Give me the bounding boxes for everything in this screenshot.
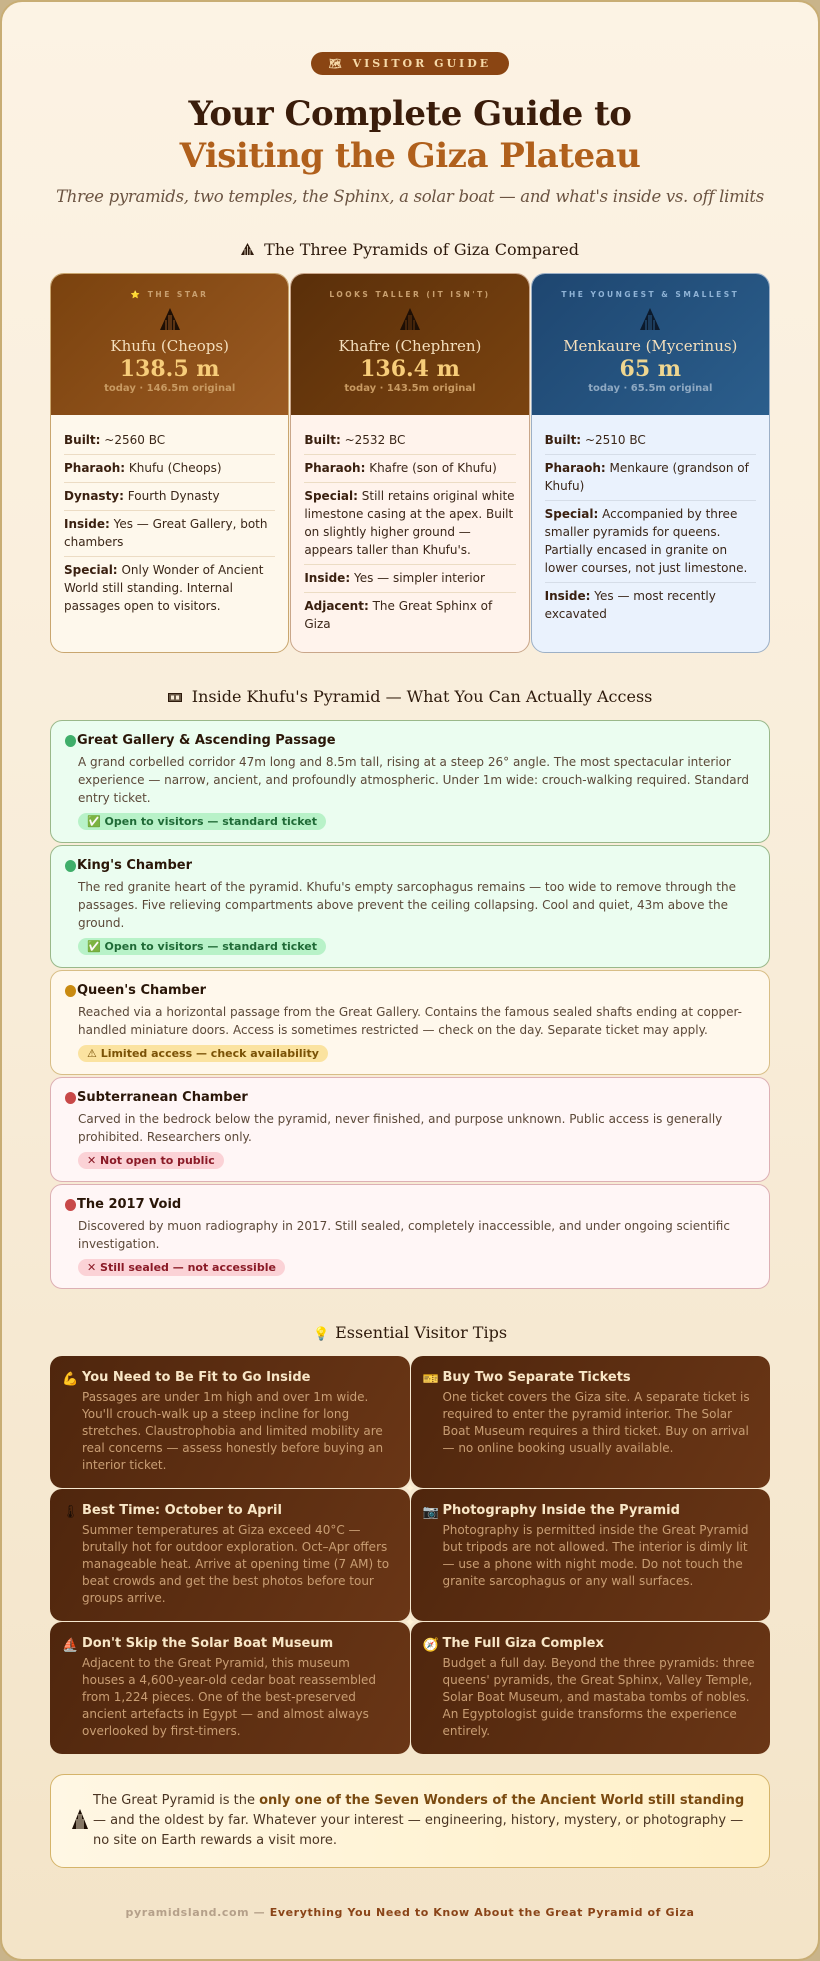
pyramid-name: Khufu (Cheops) (110, 337, 229, 355)
tip-title: The Full Giza Complex (442, 1636, 604, 1651)
fact-special: Special: Still retains original white limestone casing at the apex. Built on slightly higher ground — appears taller than Khufu's. (304, 483, 515, 565)
access-item-great-gallery (50, 720, 770, 843)
boat-icon: ⛵ (62, 1638, 79, 1653)
tip-text: One ticket covers the Giza site. A separate ticket is required to enter the pyramid interior. The Solar Boat Museum requires a third ticket. Buy on arrival — no online booking usually available. (442, 1390, 750, 1455)
fact-pharaoh: Pharaoh: Khufu (Cheops) (64, 455, 275, 483)
pyramid-facts (51, 415, 288, 652)
pyramid-original-height: today · 143.5m original (344, 383, 476, 394)
fact-special: Special: Only Wonder of Ancient World still standing. Internal passages open to visitors. (64, 563, 264, 613)
fact-built: Built: ~2510 BC (545, 427, 756, 455)
access-item-title: Great Gallery & Ascending Passage (77, 733, 336, 748)
status-badge: ✅ Open to visitors — standard ticket (78, 813, 326, 830)
fact-inside: Inside: Yes — simpler interior (304, 565, 515, 593)
pyramid-card-header (51, 274, 288, 415)
pyramid-facts (532, 415, 769, 652)
pyramid-card-menkaure (531, 273, 770, 653)
fact-built: Built: ~2532 BC (304, 427, 515, 455)
status-badge: ⚠ Limited access — check availability (78, 1045, 328, 1062)
pyramid-icon (241, 244, 258, 259)
flexed-arm-icon: 💪 (62, 1372, 79, 1387)
status-badge: ✕ Still sealed — not accessible (78, 1259, 285, 1276)
access-item-description: Discovered by muon radiography in 2017. Still sealed, completely inaccessible, and under ongoing scientific investigation. (78, 1219, 730, 1251)
pyramid-icon (158, 307, 182, 331)
tip-text: Budget a full day. Beyond the three pyramids: three queens' pyramids, the Great Sphinx, Valley Temple, Solar Boat Museum, and mastaba tombs of nobles. An Egyptologist guide transforms the experience entirely. (442, 1656, 755, 1738)
visitor-guide-pill (311, 52, 509, 75)
pyramid-height: 138.5 m (119, 356, 220, 382)
tip-title: Best Time: October to April (82, 1503, 282, 1518)
status-dot-open (65, 735, 76, 747)
access-item-subterranean-chamber (50, 1077, 770, 1182)
access-item-kings-chamber (50, 845, 770, 968)
lightbulb-icon: 💡 (312, 1327, 330, 1342)
pyramid-card-khafre (290, 273, 529, 653)
footer: pyramidsland.com — Everything You Need to Know About the Great Pyramid of Giza (125, 1906, 695, 1919)
status-badge: ✅ Open to visitors — standard ticket (78, 938, 326, 955)
sparkle-icon: ✦ (404, 1481, 416, 1497)
section-title-text: Essential Visitor Tips (335, 1323, 508, 1342)
access-item-queens-chamber (50, 970, 770, 1075)
status-dot-closed (65, 1092, 76, 1104)
access-item-title: Queen's Chamber (77, 983, 207, 998)
callout-text: The Great Pyramid is the only one of the Seven Wonders of the Ancient World still standing — and the oldest by far. Whatever your interest — engineering, history, mystery, or photography — no site on Earth rewards a visit more. (93, 1793, 745, 1848)
pyramid-name: Khafre (Chephren) (338, 337, 482, 355)
section-title-text: Inside Khufu's Pyramid — What You Can Actually Access (191, 687, 653, 706)
pyramid-card-khufu (50, 273, 289, 653)
access-item-title: The 2017 Void (77, 1197, 182, 1212)
pyramid-tag: THE YOUNGEST & SMALLEST (561, 290, 740, 299)
pyramid-height: 65 m (619, 356, 682, 382)
fact-built: Built: ~2560 BC (64, 427, 275, 455)
pyramid-cards (50, 273, 770, 653)
access-list (50, 720, 770, 1289)
access-item-description: The red granite heart of the pyramid. Khufu's empty sarcophagus remains — too wide to remove through the passages. Five relieving compartments above prevent the ceiling collapsing. Cool and quiet, 43m above the ground. (78, 880, 736, 930)
fact-dynasty: Dynasty: Fourth Dynasty (64, 483, 275, 511)
page-subtitle: Three pyramids, two temples, the Sphinx, a solar boat — and what's inside vs. off limits (56, 187, 764, 206)
tip-card-full-complex (411, 1622, 771, 1754)
header (50, 52, 770, 206)
tip-text: Summer temperatures at Giza exceed 40°C — brutally hot for outdoor exploration. Oct–Apr offers manageable heat. Arrive at opening time (7 AM) to beat crowds and get the best photos before tour groups arrive. (82, 1523, 390, 1605)
tip-card-tickets (411, 1356, 771, 1488)
tip-card-photography (411, 1489, 771, 1621)
section-title-text: The Three Pyramids of Giza Compared (264, 240, 579, 259)
pyramids-section-title (50, 240, 770, 259)
pyramid-original-height: today · 65.5m original (588, 383, 713, 394)
camera-icon: 📷 (422, 1505, 439, 1520)
access-section-title (50, 687, 770, 706)
access-item-title: King's Chamber (77, 858, 192, 873)
tip-text: Adjacent to the Great Pyramid, this museum houses a 4,600-year-old cedar boat reassembled from 1,224 pieces. One of the best-preserved ancient artefacts in Egypt — and almost always overlooked by first-timers. (82, 1656, 377, 1738)
pyramid-height: 136.4 m (360, 356, 460, 382)
tip-card-fitness (50, 1356, 410, 1488)
thermometer-icon: 🌡 (62, 1505, 79, 1520)
pill-label: VISITOR GUIDE (352, 57, 492, 70)
status-dot-limited (65, 985, 76, 997)
fact-pharaoh: Pharaoh: Menkaure (grandson of Khufu) (545, 455, 756, 501)
pyramid-name: Menkaure (Mycerinus) (563, 337, 738, 355)
access-item-2017-void (50, 1184, 770, 1289)
fact-pharaoh: Pharaoh: Khafre (son of Khufu) (304, 455, 515, 483)
tip-card-best-time (50, 1489, 410, 1621)
fact-inside: Inside: Yes — most recently excavated (544, 589, 716, 621)
fact-inside: Inside: Yes — Great Gallery, both chambers (64, 511, 275, 557)
pyramid-facts (291, 415, 528, 652)
tip-card-solar-boat (50, 1622, 410, 1754)
tip-title: Photography Inside the Pyramid (442, 1503, 680, 1518)
ticket-icon: 🎫 (422, 1372, 439, 1387)
pyramid-icon (398, 307, 422, 331)
fact-adjacent: Adjacent: The Great Sphinx of Giza (304, 599, 493, 631)
compass-icon: 🧭 (422, 1638, 439, 1653)
pyramid-original-height: today · 146.5m original (104, 383, 236, 394)
tip-text: Photography is permitted inside the Great Pyramid but tripods are not allowed. The interior is dimly lit — use a phone with night mode. Do not touch the granite sarcophagus or any wall surfaces. (442, 1523, 749, 1588)
callout-highlight: only one of the Seven Wonders of the Ancient World still standing (259, 1793, 745, 1808)
status-badge: ✕ Not open to public (78, 1152, 224, 1169)
access-item-description: Carved in the bedrock below the pyramid, never finished, and purpose unknown. Public access is generally prohibited. Researchers only. (78, 1112, 723, 1144)
tip-title: Don't Skip the Solar Boat Museum (82, 1636, 334, 1651)
pyramid-tag: ⭐ THE STAR (130, 290, 209, 299)
footer-site-link[interactable]: pyramidsland.com (125, 1906, 250, 1919)
access-item-description: A grand corbelled corridor 47m long and 8.5m tall, rising at a steep 26° angle. The most spectacular interior experience — narrow, ancient, and profoundly atmospheric. Under 1m wide: crouch-walking required. Standard entry ticket. (78, 755, 749, 805)
page-title (50, 93, 770, 177)
ticket-icon (168, 691, 186, 706)
pyramid-icon (638, 307, 662, 331)
closing-callout (50, 1774, 770, 1868)
access-item-title: Subterranean Chamber (77, 1090, 248, 1105)
tip-text: Passages are under 1m high and over 1m wide. You'll crouch-walk up a steep incline for long stretches. Claustrophobia and limited mobility are real concerns — assess honestly before buying an interior ticket. (82, 1390, 384, 1472)
tips-section-title (50, 1323, 770, 1342)
pyramid-icon (71, 1808, 91, 1834)
sparkle-icon: ✦ (404, 1615, 416, 1631)
footer-tagline: Everything You Need to Know About the Great Pyramid of Giza (269, 1906, 695, 1919)
title-line-2: Visiting the Giza Plateau (179, 136, 641, 176)
status-dot-closed (65, 1199, 76, 1211)
fact-special: Special: Accompanied by three smaller pyramids for queens. Partially encased in granite on lower courses, not just limestone. (545, 501, 756, 583)
title-line-1: Your Complete Guide to (188, 94, 632, 134)
pyramid-tag: LOOKS TALLER (IT ISN'T) (329, 290, 491, 299)
access-item-description: Reached via a horizontal passage from the Great Gallery. Contains the famous sealed shafts ending at copper-handled miniature doors. Access is sometimes restricted — check on the day. Separate ticket may apply. (78, 1005, 742, 1037)
pyramid-card-header (291, 274, 528, 415)
map-icon: 🗺 (328, 59, 345, 70)
tip-title: You Need to Be Fit to Go Inside (82, 1370, 311, 1385)
tip-title: Buy Two Separate Tickets (442, 1370, 631, 1385)
pyramid-card-header (532, 274, 769, 415)
status-dot-open (65, 860, 76, 872)
tips-grid (50, 1356, 770, 1754)
